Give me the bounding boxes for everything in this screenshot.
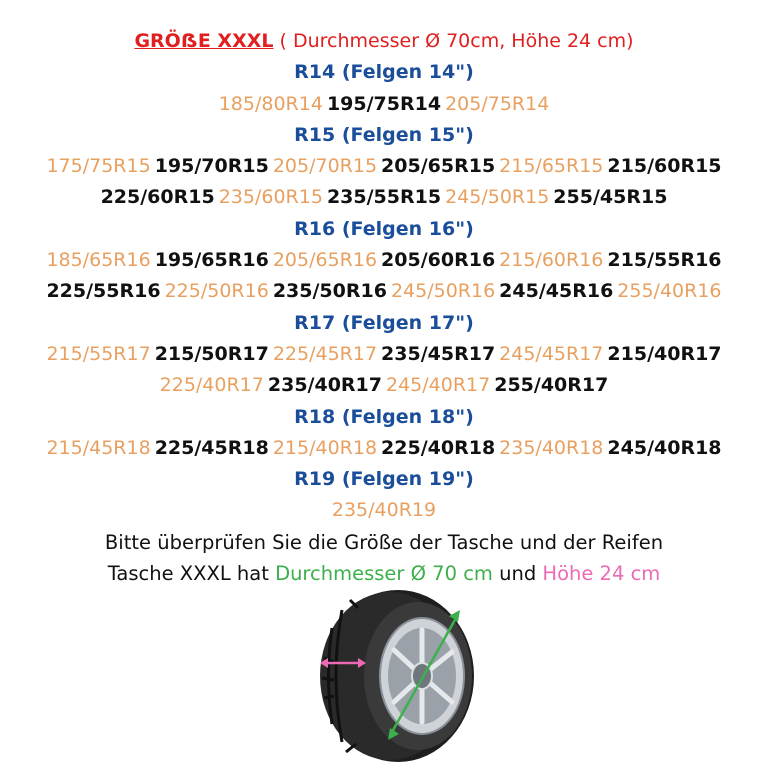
tire-size: 245/40R18	[607, 436, 722, 459]
tire-size: 255/45R15	[553, 186, 668, 209]
tire-size: 185/80R14	[218, 92, 323, 115]
note-prefix: Tasche XXXL hat	[107, 562, 276, 586]
tire-size-row	[0, 370, 768, 401]
tire-image	[310, 588, 480, 768]
tire-size-row	[0, 433, 768, 464]
rim-heading: R18 (Felgen 18")	[294, 405, 474, 428]
tire-size: 205/65R16	[272, 249, 378, 272]
bag-dimensions: ( Durchmesser Ø 70cm, Höhe 24 cm)	[273, 30, 634, 52]
tire-size: 225/45R18	[154, 436, 269, 459]
tire-size: 255/40R17	[494, 374, 609, 397]
tire-size: 235/50R16	[272, 280, 387, 303]
tire-size-row	[0, 276, 768, 307]
tire-size: 225/60R15	[100, 186, 215, 209]
tire-size: 205/65R15	[381, 155, 496, 178]
tire-size: 245/50R16	[390, 280, 496, 303]
tire-size: 215/55R17	[46, 342, 151, 365]
tire-size: 235/45R17	[381, 342, 496, 365]
note-line-2	[0, 558, 768, 589]
note-line-1: Bitte überprüfen Sie die Größe der Tasche und der Reifen	[104, 530, 664, 554]
tire-size: 185/65R16	[46, 249, 151, 272]
tire-size: 205/75R14	[445, 92, 550, 115]
tire-size: 235/40R17	[267, 374, 382, 397]
tire-size: 195/65R16	[154, 249, 269, 272]
note-mid: und	[492, 562, 543, 586]
tire-size: 215/60R15	[607, 155, 722, 178]
tire-size-row	[0, 339, 768, 370]
rim-heading: R14 (Felgen 14")	[294, 61, 474, 84]
tire-size: 255/40R16	[617, 280, 722, 303]
tire-size: 215/40R18	[272, 436, 378, 459]
tire-size: 215/55R16	[607, 249, 722, 272]
tire-size: 205/70R15	[272, 155, 378, 178]
bag-size-label: GRÖẞE XXXL	[134, 30, 274, 52]
tire-size: 225/40R18	[381, 436, 496, 459]
tire-size: 195/75R14	[326, 92, 442, 115]
tire-size: 235/40R18	[499, 436, 604, 459]
size-chart	[0, 26, 768, 589]
tire-size: 245/45R16	[499, 280, 614, 303]
tire-size-row	[0, 151, 768, 182]
tire-size: 245/40R17	[386, 374, 491, 397]
tire-size: 225/40R17	[159, 374, 264, 397]
tire-size: 235/60R15	[218, 186, 323, 209]
note-diameter: Durchmesser Ø 70 cm	[275, 562, 493, 586]
tire-size: 215/60R16	[499, 249, 604, 272]
rim-heading: R15 (Felgen 15")	[294, 123, 474, 146]
tire-size: 215/65R15	[499, 155, 604, 178]
rim-heading: R19 (Felgen 19")	[294, 468, 474, 491]
tire-size: 225/55R16	[46, 280, 161, 303]
tire-icon	[310, 588, 480, 768]
tire-size: 235/40R19	[331, 499, 437, 522]
title-line	[0, 26, 768, 57]
tire-size-row	[0, 182, 768, 213]
tire-size: 235/55R15	[326, 186, 442, 209]
tire-size: 245/50R15	[445, 186, 550, 209]
tire-size: 225/45R17	[272, 342, 378, 365]
tire-size: 205/60R16	[381, 249, 496, 272]
tire-size: 215/50R17	[154, 342, 269, 365]
tire-size-row	[0, 89, 768, 120]
rim-heading: R16 (Felgen 16")	[294, 217, 474, 240]
rim-groups	[0, 57, 768, 526]
tire-size: 225/50R16	[164, 280, 269, 303]
rim-heading: R17 (Felgen 17")	[294, 311, 474, 334]
tire-size-row	[0, 245, 768, 276]
tire-size: 195/70R15	[154, 155, 269, 178]
tire-size: 215/45R18	[46, 436, 151, 459]
note-height: Höhe 24 cm	[542, 562, 661, 586]
tire-size: 175/75R15	[46, 155, 151, 178]
tire-size: 215/40R17	[607, 342, 722, 365]
tire-size-row	[0, 495, 768, 526]
tire-size: 245/45R17	[499, 342, 604, 365]
